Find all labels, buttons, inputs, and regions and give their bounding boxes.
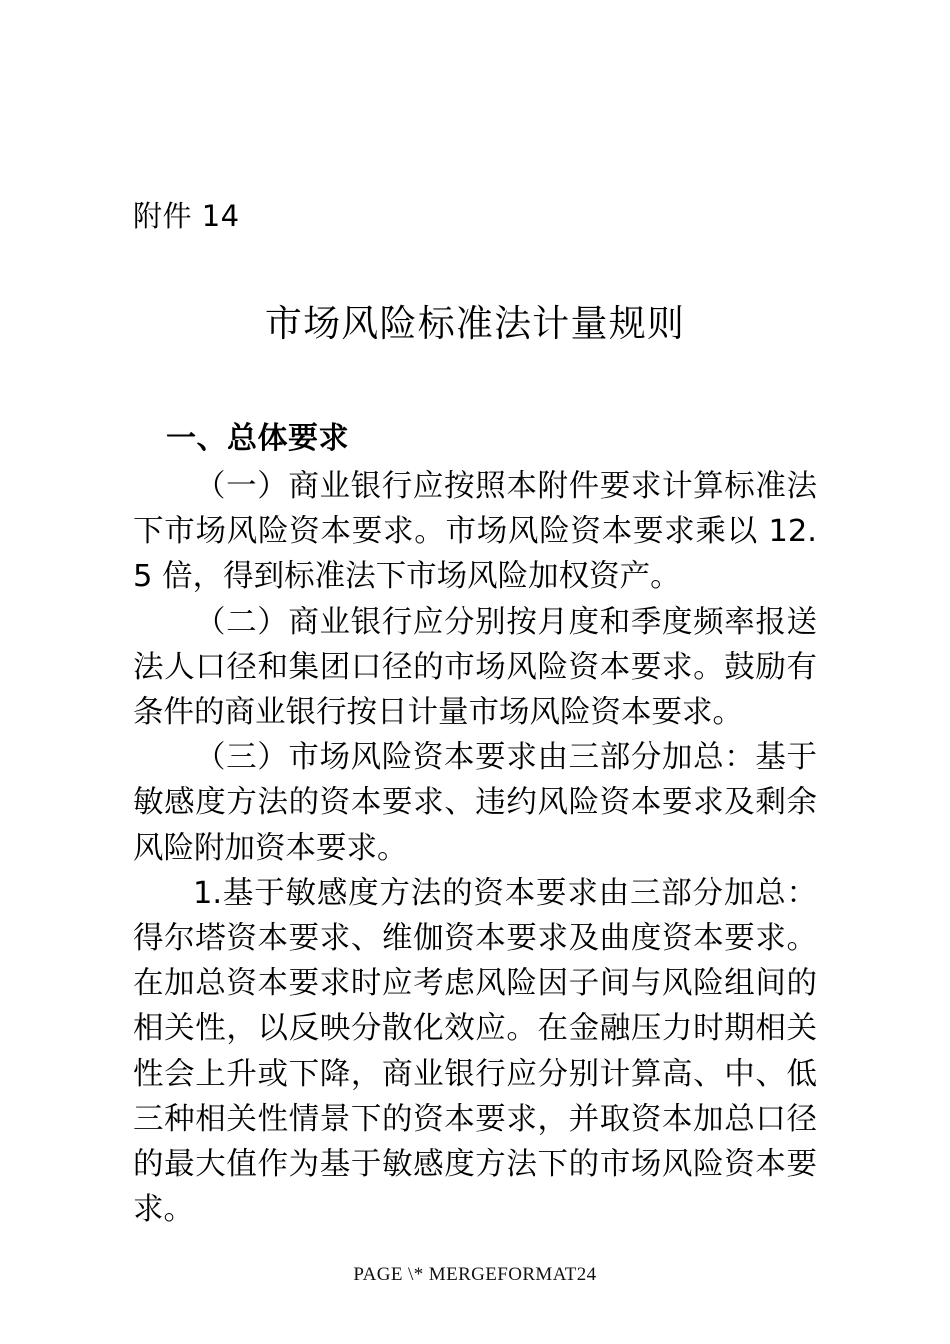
paragraph-item-2: （二）商业银行应分别按月度和季度频率报送法人口径和集团口径的市场风险资本要求。鼓励有条件的商业银行按日计量市场风险资本要求。 — [133, 604, 817, 731]
body-paragraphs — [133, 464, 817, 1232]
page-footer: PAGE \* MERGEFORMAT24 — [353, 1264, 597, 1285]
paragraph-numbered-1: 1.基于敏感度方法的资本要求由三部分加总：得尔塔资本要求、维伽资本要求及曲度资本要求。在加总资本要求时应考虑风险因子间与风险组间的相关性，以反映分散化效应。在金融压力时期相关性会上升或下降，商业银行应分别计算高、中、低三种相关性情景下的资本要求，并取资本加总口径的最大值作为基于敏感度方法下的市场风险资本要求。 — [133, 875, 817, 1228]
paragraph-item-3: （三）市场风险资本要求由三部分加总：基于敏感度方法的资本要求、违约风险资本要求及剩余风险附加资本要求。 — [133, 740, 817, 866]
attachment-label: 附件 14 — [133, 199, 240, 233]
section-heading-general-requirements: 一、总体要求 — [166, 421, 349, 456]
paragraph-item-1: （一）商业银行应按照本附件要求计算标准法下市场风险资本要求。市场风险资本要求乘以 12.5 倍，得到标准法下市场风险加权资产。 — [133, 469, 817, 595]
page-title: 市场风险标准法计量规则 — [264, 302, 686, 345]
